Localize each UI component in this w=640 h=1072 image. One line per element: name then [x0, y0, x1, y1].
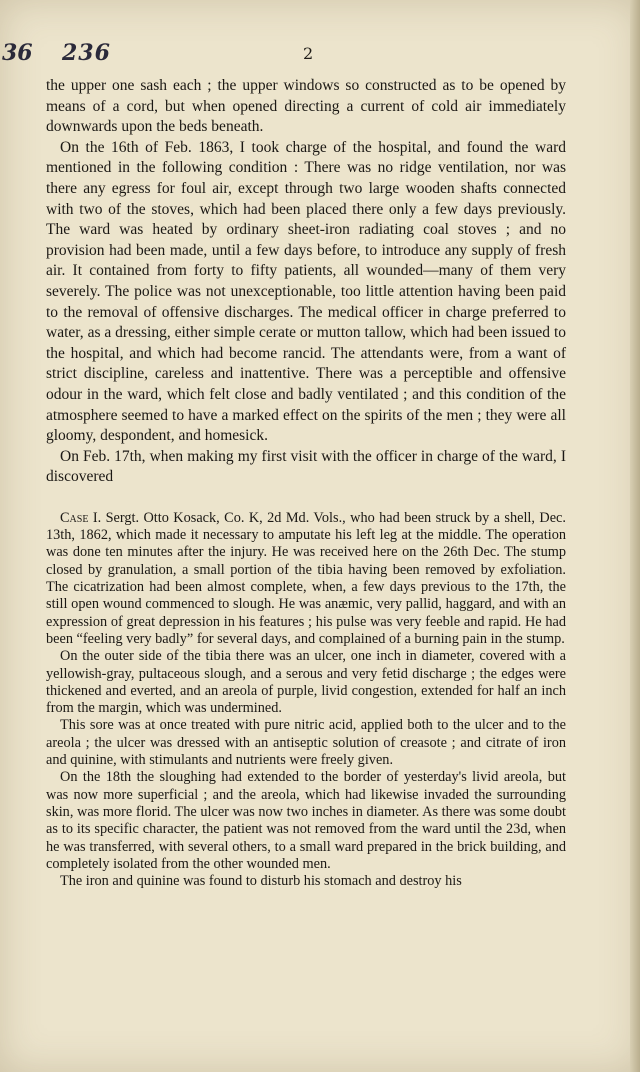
page-number: 2 [303, 44, 314, 63]
case-paragraph: This sore was at once treated with pure nitric acid, applied both to the ulcer and to the areola ; the ulcer was dressed with an antiseptic solution of creasote ; and citrate of iron and quinine, with stimulants and nutrients were freely given. [46, 717, 566, 769]
body-section [46, 76, 566, 488]
paragraph: the upper one sash each ; the upper windows so constructed as to be opened by means of a cord, but when opened directing a current of cold air immediately downwards upon the beds beneath. [46, 77, 566, 136]
case-paragraph [46, 510, 566, 648]
paragraph: On Feb. 17th, when making my first visit with the officer in charge of the ward, I discovered [46, 447, 566, 486]
handwritten-note: 36 [2, 40, 33, 66]
case-paragraph: On the 18th the sloughing had extended to the border of yesterday's livid areola, but was now more superficial ; and the areola, which had likewise invaded the surrounding skin, was more florid. The ulcer was now two inches in diameter. As there was some doubt as to its specific character, the patient was not removed from the ward until the 23d, when he was transferred, with several others, to a small ward prepared in the brick building, and completely isolated from the other wounded men. [46, 769, 566, 872]
case-text: Sergt. Otto Kosack, Co. K, 2d Md. Vols., who had been struck by a shell, Dec. 13th, 1862, which made it necessary to amputate his left leg at the middle. The operation was done ten minutes after the injury. He was received here on the 26th Dec. The stump closed by granulation, a small portion of the tibia having been removed by exfoliation. The cicatrization had been almost complete, when, a few days previous to the 17th, the still open wound commenced to slough. He was anæmic, very pallid, haggard, and with an expression of great depression in his features ; his pulse was very feeble and rapid. He had been “feeling very badly” for several days, and complained of a burning pain in the stump. [46, 509, 566, 647]
case-section [46, 510, 566, 891]
page-edge [630, 0, 640, 1072]
case-heading: Case I. [60, 509, 102, 526]
case-paragraph: On the outer side of the tibia there was an ulcer, one inch in diameter, covered with a yellowish-gray, pultaceous slough, and a serous and very fetid discharge ; the edges were thickened and everted, and an areola of purple, livid congestion, extended for half an inch from the margin, which was undermined. [46, 648, 566, 717]
case-paragraph: The iron and quinine was found to disturb his stomach and destroy his [60, 873, 462, 890]
page-text [46, 76, 566, 890]
paragraph: On the 16th of Feb. 1863, I took charge of the hospital, and found the ward mentioned in the following condition : There was no ridge ventilation, nor was there any egress for foul air, except through two large wooden shafts connected with two of the stoves, which had been placed there only a few days previously. The ward was heated by ordinary sheet-iron radiating coal stoves ; and no provision had been made, until a few days before, to introduce any supply of fresh air. It contained from forty to fifty patients, all wounded—many of them very severely. The police was not unexceptionable, too little attention having been paid to the removal of offensive discharges. The medical officer in charge preferred to water, as a dressing, either simple cerate or mutton tallow, which had been issued to the hospital, and which had become rancid. The attendants were, from a want of strict discipline, careless and inattentive. There was a perceptible and offensive odour in the ward, which felt close and badly ventilated ; and this condition of the atmosphere seemed to have a marked effect on the spirits of the men ; they were all gloomy, despondent, and homesick. [46, 138, 566, 445]
handwritten-note: 236 [62, 40, 111, 66]
